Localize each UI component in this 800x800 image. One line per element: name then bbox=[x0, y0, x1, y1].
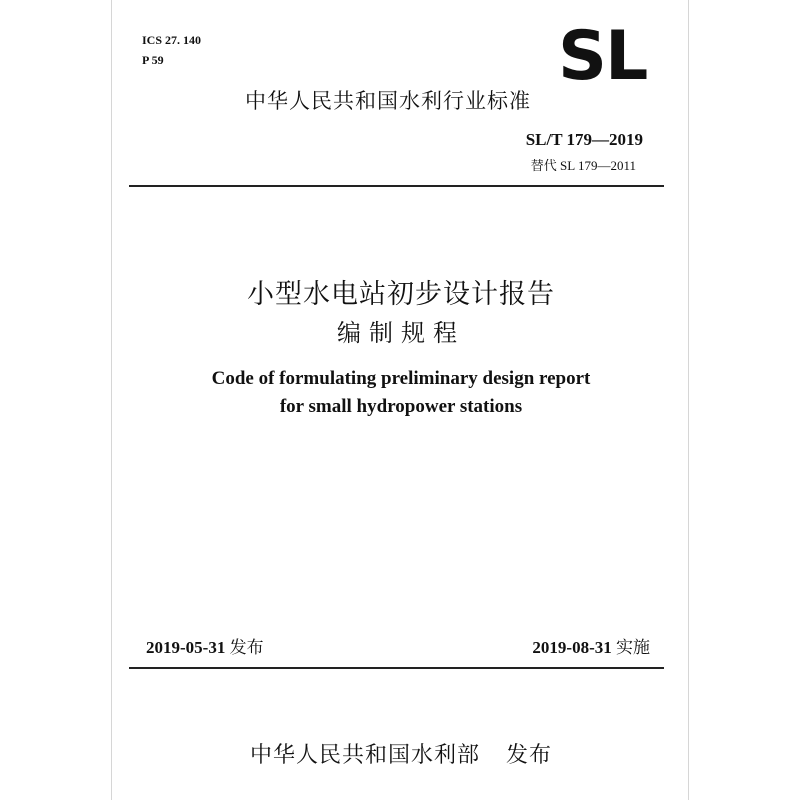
implement-date bbox=[532, 633, 650, 658]
chinese-subtitle: 编制规程 bbox=[337, 319, 465, 347]
bottom-divider bbox=[129, 667, 664, 669]
publisher-line bbox=[112, 738, 690, 769]
replaces-standard: 替代 SL 179—2011 bbox=[530, 158, 636, 173]
publish-date-value: 2019-05-31 bbox=[146, 638, 226, 657]
implement-label: 实施 bbox=[616, 638, 650, 658]
ccs-code: P 59 bbox=[142, 53, 164, 67]
classification-codes bbox=[142, 30, 201, 70]
publish-date bbox=[146, 633, 264, 658]
standard-code: SL/T 179—2019 bbox=[525, 130, 643, 149]
sl-logo: SL bbox=[558, 17, 647, 96]
english-title-line-2: for small hydropower stations bbox=[279, 396, 523, 417]
top-divider bbox=[129, 185, 664, 187]
publish-label: 发布 bbox=[229, 638, 264, 658]
implement-date-value: 2019-08-31 bbox=[532, 638, 612, 657]
standard-cover-page bbox=[111, 0, 689, 800]
publisher-name: 中华人民共和国水利部 bbox=[249, 743, 480, 768]
publisher-action: 发布 bbox=[506, 743, 553, 768]
chinese-title: 小型水电站初步设计报告 bbox=[247, 279, 555, 310]
english-title-line-1: Code of formulating preliminary design report bbox=[211, 368, 591, 389]
english-title bbox=[112, 365, 690, 421]
ics-code: ICS 27. 140 bbox=[142, 33, 202, 47]
industry-standard-heading: 中华人民共和国水利行业标准 bbox=[245, 89, 531, 113]
